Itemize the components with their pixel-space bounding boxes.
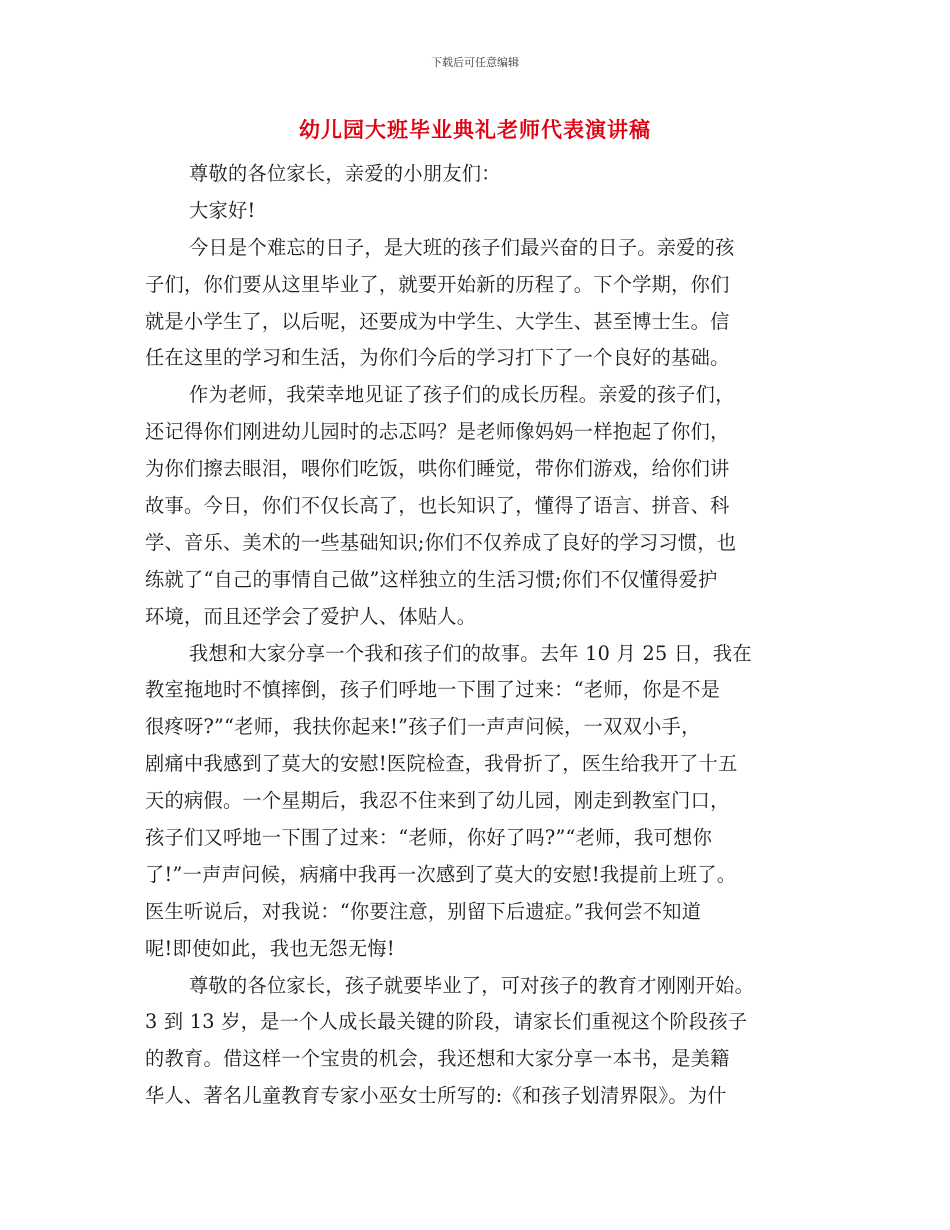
text-line: 尊敬的各位家长，亲爱的小朋友们：	[189, 162, 501, 185]
text-line: 华人、著名儿童教育专家小巫女士所写的:《和孩子划清界限》。为什	[145, 1084, 727, 1108]
text-line: 医生听说后，对我说：“你要注意，别留下后遗症。”我何尝不知道	[145, 899, 702, 923]
text-line: 就是小学生了，以后呢，还要成为中学生、大学生、甚至博士生。信	[145, 309, 730, 333]
text-line: 练就了“自己的事情自己做”这样独立的生活习惯;你们不仅懂得爱护	[145, 567, 718, 591]
text-line: 天的病假。一个星期后，我忍不住来到了幼儿园，刚走到教室门口，	[145, 789, 730, 813]
text-line: 任在这里的学习和生活，为你们今后的学习打下了一个良好的基础。	[145, 346, 730, 370]
body-text	[145, 156, 810, 1115]
text-line: 大家好!	[189, 198, 256, 222]
text-line: 今日是个难忘的日子，是大班的孩子们最兴奋的日子。亲爱的孩	[189, 235, 735, 259]
text-line: 还记得你们刚进幼儿园时的忐忑吗？是老师像妈妈一样抱起了你们，	[145, 420, 730, 444]
header-note: 下载后可任意编辑	[431, 56, 519, 69]
text-line: 剧痛中我感到了莫大的安慰!医院检查，我骨折了，医生给我开了十五	[145, 752, 738, 776]
document-title: 幼儿园大班毕业典礼老师代表演讲稿	[299, 118, 651, 142]
text-line: 为你们擦去眼泪，喂你们吃饭，哄你们睡觉，带你们游戏，给你们讲	[145, 457, 730, 481]
text-line: 故事。今日，你们不仅长高了，也长知识了，懂得了语言、拼音、科	[145, 494, 730, 518]
text-line: 了!”一声声问候，病痛中我再一次感到了莫大的安慰!我提前上班了。	[145, 862, 737, 886]
text-line: 尊敬的各位家长，孩子就要毕业了，可对孩子的教育才刚刚开始。	[189, 973, 755, 997]
text-line: 3 到 13 岁，是一个人成长最关键的阶段，请家长们重视这个阶段孩子	[145, 1010, 748, 1034]
text-line: 学、音乐、美术的一些基础知识;你们不仅养成了良好的学习习惯，也	[145, 530, 737, 554]
text-line: 教室拖地时不慎摔倒，孩子们呼地一下围了过来：“老师，你是不是	[145, 678, 721, 702]
text-line: 子们，你们要从这里毕业了，就要开始新的历程了。下个学期，你们	[145, 272, 730, 296]
text-line: 环境，而且还学会了爱护人、体贴人。	[145, 604, 477, 628]
text-line: 作为老师，我荣幸地见证了孩子们的成长历程。亲爱的孩子们，	[189, 383, 735, 407]
text-line: 孩子们又呼地一下围了过来：“老师，你好了吗?”“老师，我可想你	[145, 826, 713, 850]
text-line: 呢!即使如此，我也无怨无悔!	[145, 936, 395, 960]
text-line: 我想和大家分享一个我和孩子们的故事。去年 10 月 25 日，我在	[189, 641, 752, 665]
text-line: 的教育。借这样一个宝贵的机会，我还想和大家分享一本书，是美籍	[145, 1047, 730, 1071]
text-line: 很疼呀?”“老师，我扶你起来!”孩子们一声声问候，一双双小手，	[145, 715, 701, 739]
